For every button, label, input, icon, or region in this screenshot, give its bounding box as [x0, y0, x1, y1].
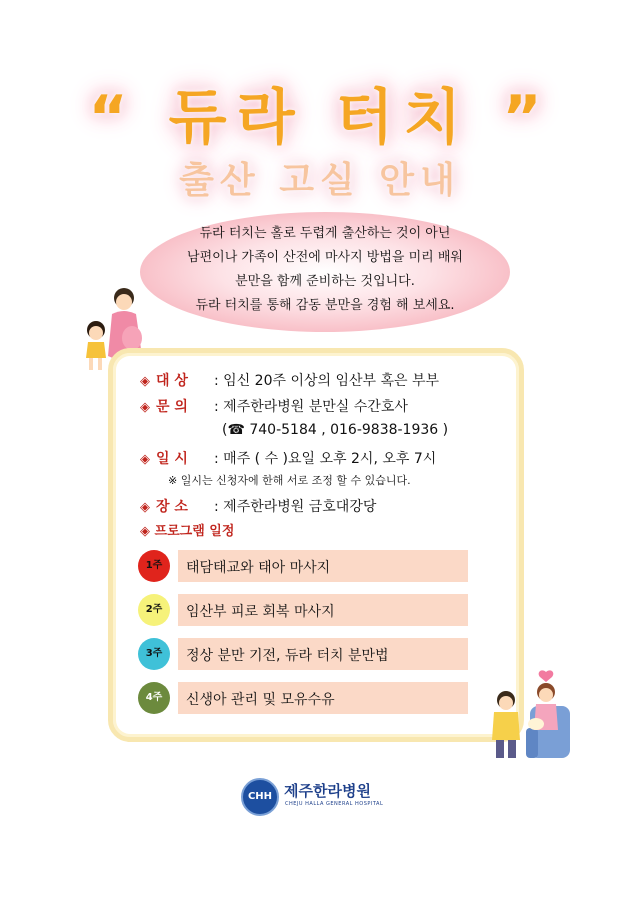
week-4-badge: 4주	[138, 682, 170, 714]
poster-subtitle: 출산 고실 안내	[179, 160, 461, 201]
week-1-text: 태담태교와 태아 마사지	[186, 560, 331, 576]
diamond-icon: ◈	[140, 452, 150, 467]
week-2-badge: 2주	[138, 594, 170, 626]
info-contact-label: 문 의	[156, 399, 188, 415]
week-4-text: 신생아 관리 및 모유수유	[186, 692, 335, 708]
info-place-value: : 제주한라병원 금호대강당	[214, 499, 377, 515]
program-title: ◈ 프로그램 일정	[140, 524, 235, 539]
intro-text	[160, 222, 490, 318]
week-3-bar	[178, 638, 468, 670]
week-2-text: 임산부 피로 회복 마사지	[186, 604, 335, 620]
hospital-english-name: CHEJU HALLA GENERAL HOSPITAL	[285, 801, 384, 807]
hospital-logo-icon: CHH	[241, 778, 279, 816]
intro-line: 듀라 터치를 통해 감동 분만을 경험 해 보세요.	[195, 298, 455, 313]
info-target-row	[140, 370, 439, 390]
info-place-label: 장 소	[156, 499, 188, 515]
info-place-row	[140, 496, 376, 516]
intro-line: 듀라 터치는 홀로 두렵게 출산하는 것이 아닌	[199, 226, 451, 241]
info-target-label: 대 상	[156, 373, 188, 389]
info-schedule-value: : 매주 ( 수 )요일 오후 2시, 오후 7시	[214, 451, 437, 467]
info-target-value: : 임신 20주 이상의 임산부 혹은 부부	[214, 373, 440, 389]
week-3-badge: 3주	[138, 638, 170, 670]
intro-line: 남편이나 가족이 산전에 마사지 방법을 미리 배워	[187, 250, 463, 265]
week-4-bar	[178, 682, 468, 714]
info-schedule-row	[140, 448, 436, 468]
diamond-icon: ◈	[140, 374, 150, 389]
diamond-icon: ◈	[140, 400, 150, 415]
week-2-bar	[178, 594, 468, 626]
info-phone: (☎ 740-5184 , 016-9838-1936 )	[222, 422, 449, 438]
info-note: ※ 일시는 신청자에 한해 서로 조정 할 수 있습니다.	[168, 474, 411, 487]
info-contact-row	[140, 396, 408, 416]
intro-line: 분만을 함께 준비하는 것입니다.	[235, 274, 415, 289]
hospital-name: 제주한라병원	[284, 782, 371, 800]
week-1-bar	[178, 550, 468, 582]
family-illustration	[480, 668, 576, 764]
info-schedule-label: 일 시	[156, 451, 188, 467]
week-3-text: 정상 분만 기전, 듀라 터치 분만법	[186, 648, 389, 664]
poster-title: “ 듀라 터치 ”	[88, 83, 552, 153]
diamond-icon: ◈	[140, 500, 150, 515]
info-contact-value: : 제주한라병원 분만실 수간호사	[214, 399, 408, 415]
week-1-badge: 1주	[138, 550, 170, 582]
